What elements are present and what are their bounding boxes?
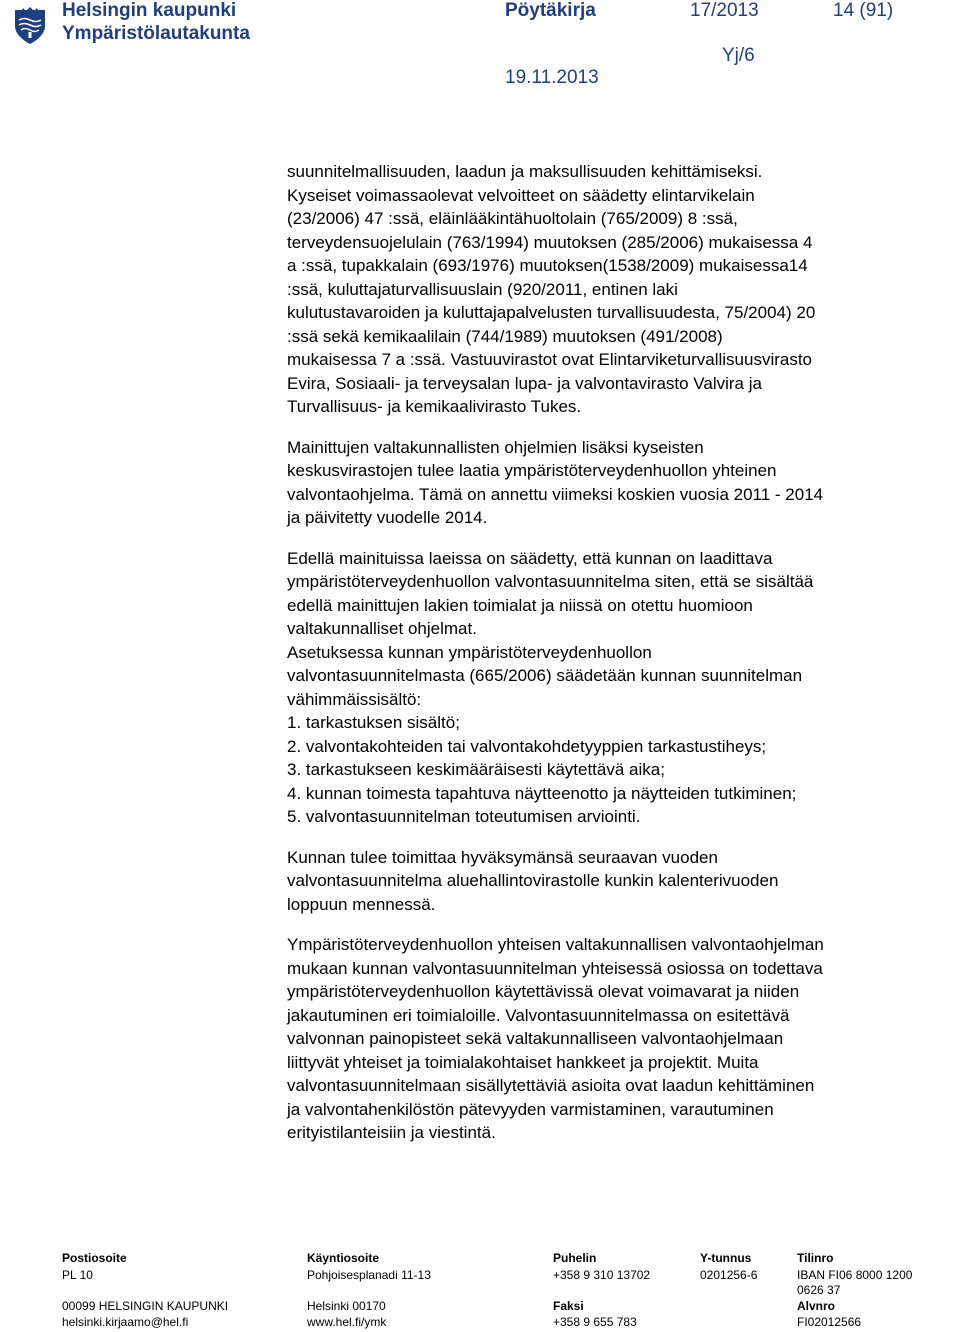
body-paragraph: [287, 547, 947, 829]
body-line: valvontasuunnitelmaan sisällytettäviä asioita ovat laadun kehittäminen: [287, 1076, 815, 1095]
body-paragraph: [287, 160, 947, 419]
body-line: valtakunnalliset ohjelmat.: [287, 619, 477, 638]
body-line: valvontasuunnitelma aluehallintovirastolle kunkin kalenterivuoden: [287, 871, 779, 890]
body-line: Kunnan tulee toimittaa hyväksymänsä seuraavan vuoden: [287, 847, 718, 867]
helsinki-crest-icon: [12, 6, 48, 46]
body-line: Asetuksessa kunnan ympäristöterveydenhuollon: [287, 642, 652, 662]
body-line: 4. kunnan toimesta tapahtuva näytteenotto ja näytteiden tutkiminen;: [287, 783, 797, 803]
paragraph-gap: [287, 829, 947, 846]
body-line: Mainittujen valtakunnallisten ohjelmien lisäksi kyseisten: [287, 437, 704, 457]
body-line: ympäristöterveydenhuollon käytettävissä olevat voimavarat ja niiden: [287, 982, 800, 1001]
body-line: ja valvontahenkilöstön pätevyyden varmistaminen, varautuminen: [287, 1099, 774, 1119]
footer-postal-label: Postiosoite: [62, 1251, 127, 1265]
footer-fax-label: Faksi: [553, 1299, 584, 1313]
footer-postal-line: PL 10: [62, 1268, 93, 1282]
footer-account-value: 0626 37: [797, 1283, 841, 1297]
body-line: 2. valvontakohteiden tai valvontakohdetyyppien tarkastustiheys;: [287, 736, 767, 756]
footer-visit-line: Helsinki 00170: [307, 1299, 386, 1313]
document-number: 17/2013: [690, 0, 759, 21]
body-line: Turvallisuus- ja kemikaalivirasto Tukes.: [287, 397, 582, 416]
body-line: mukaisessa 7 a :ssä. Vastuuvirastot ovat Elintarviketurvallisuusvirasto: [287, 350, 813, 369]
body-line: Ympäristöterveydenhuollon yhteisen valtakunnallisen valvontaohjelman: [287, 935, 824, 954]
footer-account-label: Tilinro: [797, 1251, 834, 1265]
body-line: Kyseiset voimassaolevat velvoitteet on säädetty elintarvikelain: [287, 185, 755, 205]
body-line: keskusvirastojen tulee laatia ympäristöterveydenhuollon yhteinen: [287, 461, 777, 480]
body-line: liittyvät yhteiset ja toimialakohtaiset hankkeet ja projektit. Muita: [287, 1052, 759, 1072]
body-line: Edellä mainituissa laeissa on säädetty, että kunnan on laadittava: [287, 548, 773, 568]
document-type: Pöytäkirja: [505, 0, 596, 21]
body-line: valvontaohjelma. Tämä on annettu viimeksi koskien vuosia 2011 - 2014: [287, 484, 824, 504]
footer-account-value: IBAN FI06 8000 1200: [797, 1268, 913, 1282]
committee-name: Ympäristölautakunta: [62, 23, 250, 44]
body-line: vähimmäissisältö:: [287, 689, 422, 709]
footer-ytunnus-label: Y-tunnus: [700, 1251, 752, 1265]
body-line: erityistilanteisiin ja viestintä.: [287, 1123, 496, 1142]
footer-visit-label: Käyntiosoite: [307, 1251, 380, 1265]
footer-vat-value: FI02012566: [797, 1315, 862, 1329]
body-line: 3. tarkastukseen keskimääräisesti käytettävä aika;: [287, 760, 665, 779]
body-paragraph: [287, 933, 947, 1145]
body-line: valvontasuunnitelmasta (665/2006) säädetään kunnan suunnitelman: [287, 666, 803, 685]
body-line: terveydensuojelulain (763/1994) muutoksen (285/2006) mukaisessa 4: [287, 232, 813, 252]
footer-email-link[interactable]: helsinki.kirjaamo@hel.fi: [62, 1315, 189, 1329]
body-paragraph: [287, 436, 947, 530]
footer-phone-label: Puhelin: [553, 1251, 597, 1265]
body-line: mukaan kunnan valvontasuunnitelman yhteisessä osiossa on todettava: [287, 958, 823, 978]
body-line: (23/2006) 47 :ssä, eläinlääkintähuoltolain (765/2009) 8 :ssä,: [287, 209, 738, 228]
body-line: :ssä sekä kemikaalilain (744/1989) muutoksen (491/2008): [287, 326, 723, 346]
organization-name: Helsingin kaupunki: [62, 0, 237, 21]
body-line: a :ssä, tupakkalain (693/1976) muutoksen(1538/2009) mukaisessa14: [287, 256, 808, 275]
page-number: 14 (91): [833, 0, 894, 21]
footer-postal-line: 00099 HELSINGIN KAUPUNKI: [62, 1299, 229, 1313]
body-line: jakautuminen eri toimialoille. Valvontasuunnitelmassa on esitettävä: [287, 1005, 790, 1025]
body-line: valvonnan painopisteet sekä valtakunnalliseen valvontaohjelmaan: [287, 1029, 784, 1048]
body-line: ympäristöterveydenhuollon valvontasuunnitelma siten, että se sisältää: [287, 572, 814, 591]
body-line: suunnitelmallisuuden, laadun ja maksullisuuden kehittämiseksi.: [287, 162, 763, 181]
body-line: kulutustavaroiden ja kuluttajapalvelusten turvallisuudesta, 75/2004) 20: [287, 303, 816, 322]
document-body: [287, 160, 947, 1145]
footer-phone-value: +358 9 310 13702: [553, 1268, 651, 1282]
body-line: Evira, Sosiaali- ja terveysalan lupa- ja valvontavirasto Valvira ja: [287, 373, 762, 393]
body-line: 5. valvontasuunnitelman toteutumisen arviointi.: [287, 807, 641, 826]
footer-fax-value: +358 9 655 783: [553, 1315, 637, 1329]
section-code: Yj/6: [722, 45, 755, 66]
footer-ytunnus-value: 0201256-6: [700, 1268, 758, 1282]
meeting-date: 19.11.2013: [505, 67, 599, 88]
footer-vat-label: Alvnro: [797, 1299, 836, 1313]
footer-visit-line: Pohjoisesplanadi 11-13: [307, 1268, 431, 1282]
body-line: edellä mainittujen lakien toimialat ja niissä on otettu huomioon: [287, 595, 753, 615]
body-line: :ssä, kuluttajaturvallisuuslain (920/2011, entinen laki: [287, 279, 678, 299]
paragraph-gap: [287, 530, 947, 547]
paragraph-gap: [287, 419, 947, 436]
body-line: ja päivitetty vuodelle 2014.: [287, 508, 488, 527]
body-line: loppuun mennessä.: [287, 894, 436, 914]
footer-website-link[interactable]: www.hel.fi/ymk: [307, 1315, 387, 1329]
body-line: 1. tarkastuksen sisältö;: [287, 713, 460, 732]
paragraph-gap: [287, 916, 947, 933]
body-paragraph: [287, 846, 947, 917]
